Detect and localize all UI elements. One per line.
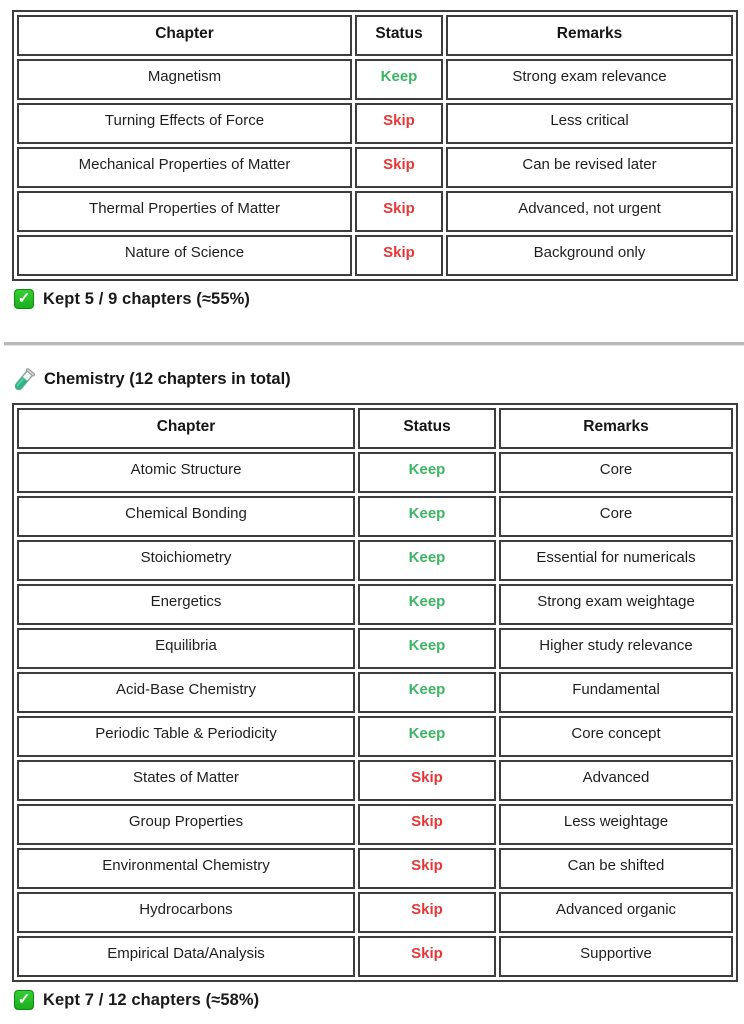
remarks-cell: Can be shifted bbox=[499, 848, 733, 889]
table-row bbox=[17, 147, 733, 188]
chapter-cell: Hydrocarbons bbox=[17, 892, 355, 933]
status-cell: Skip bbox=[355, 147, 443, 188]
check-icon bbox=[14, 289, 34, 309]
chemistry-chapters-table bbox=[12, 403, 738, 982]
column-header-remarks: Remarks bbox=[446, 15, 733, 56]
chapter-cell: Turning Effects of Force bbox=[17, 103, 352, 144]
remarks-cell: Essential for numericals bbox=[499, 540, 733, 581]
status-cell: Skip bbox=[358, 848, 496, 889]
status-cell: Skip bbox=[358, 936, 496, 977]
chemistry-section-heading bbox=[12, 364, 738, 394]
status-cell: Keep bbox=[358, 584, 496, 625]
physics-chapters-table bbox=[12, 10, 738, 281]
table-row bbox=[17, 540, 733, 581]
table-row bbox=[17, 452, 733, 493]
table-row bbox=[17, 936, 733, 977]
status-cell: Keep bbox=[355, 59, 443, 100]
table-header-row bbox=[17, 15, 733, 56]
remarks-cell: Less weightage bbox=[499, 804, 733, 845]
status-cell: Keep bbox=[358, 672, 496, 713]
table-row bbox=[17, 804, 733, 845]
table-row bbox=[17, 103, 733, 144]
test-tube-icon bbox=[12, 366, 36, 394]
remarks-cell: Advanced, not urgent bbox=[446, 191, 733, 232]
table-row bbox=[17, 760, 733, 801]
table-header-row bbox=[17, 408, 733, 449]
chemistry-kept-summary bbox=[14, 988, 738, 1012]
remarks-cell: Advanced organic bbox=[499, 892, 733, 933]
chapter-cell: Thermal Properties of Matter bbox=[17, 191, 352, 232]
column-header-status: Status bbox=[355, 15, 443, 56]
status-cell: Skip bbox=[355, 235, 443, 276]
chapter-cell: Acid-Base Chemistry bbox=[17, 672, 355, 713]
status-cell: Skip bbox=[355, 191, 443, 232]
status-cell: Skip bbox=[355, 103, 443, 144]
table-row bbox=[17, 496, 733, 537]
column-header-chapter: Chapter bbox=[17, 408, 355, 449]
physics-kept-summary bbox=[14, 287, 738, 311]
chapter-cell: Magnetism bbox=[17, 59, 352, 100]
remarks-cell: Supportive bbox=[499, 936, 733, 977]
chapter-cell: Equilibria bbox=[17, 628, 355, 669]
table-row bbox=[17, 892, 733, 933]
summary-text: Kept 5 / 9 chapters (≈55%) bbox=[43, 289, 250, 308]
section-divider bbox=[4, 342, 744, 346]
remarks-cell: Core bbox=[499, 452, 733, 493]
chapter-cell: Chemical Bonding bbox=[17, 496, 355, 537]
remarks-cell: Core bbox=[499, 496, 733, 537]
table-row bbox=[17, 235, 733, 276]
table-row bbox=[17, 584, 733, 625]
section-title: Chemistry (12 chapters in total) bbox=[44, 369, 291, 388]
table-row bbox=[17, 672, 733, 713]
remarks-cell: Less critical bbox=[446, 103, 733, 144]
status-cell: Keep bbox=[358, 628, 496, 669]
table-row bbox=[17, 716, 733, 757]
status-cell: Skip bbox=[358, 804, 496, 845]
status-cell: Keep bbox=[358, 540, 496, 581]
remarks-cell: Background only bbox=[446, 235, 733, 276]
table-row bbox=[17, 628, 733, 669]
table-row bbox=[17, 59, 733, 100]
chapter-cell: Environmental Chemistry bbox=[17, 848, 355, 889]
chapter-cell: Nature of Science bbox=[17, 235, 352, 276]
remarks-cell: Can be revised later bbox=[446, 147, 733, 188]
check-icon bbox=[14, 990, 34, 1010]
table-row bbox=[17, 848, 733, 889]
status-cell: Skip bbox=[358, 760, 496, 801]
status-cell: Keep bbox=[358, 452, 496, 493]
remarks-cell: Advanced bbox=[499, 760, 733, 801]
chapter-cell: Periodic Table & Periodicity bbox=[17, 716, 355, 757]
chapter-cell: States of Matter bbox=[17, 760, 355, 801]
status-cell: Skip bbox=[358, 892, 496, 933]
chapter-cell: Empirical Data/Analysis bbox=[17, 936, 355, 977]
status-cell: Keep bbox=[358, 716, 496, 757]
column-header-chapter: Chapter bbox=[17, 15, 352, 56]
chapter-cell: Atomic Structure bbox=[17, 452, 355, 493]
chapter-cell: Group Properties bbox=[17, 804, 355, 845]
status-cell: Keep bbox=[358, 496, 496, 537]
column-header-status: Status bbox=[358, 408, 496, 449]
table-row bbox=[17, 191, 733, 232]
remarks-cell: Core concept bbox=[499, 716, 733, 757]
remarks-cell: Strong exam weightage bbox=[499, 584, 733, 625]
chapter-cell: Mechanical Properties of Matter bbox=[17, 147, 352, 188]
remarks-cell: Strong exam relevance bbox=[446, 59, 733, 100]
column-header-remarks: Remarks bbox=[499, 408, 733, 449]
remarks-cell: Fundamental bbox=[499, 672, 733, 713]
summary-text: Kept 7 / 12 chapters (≈58%) bbox=[43, 990, 260, 1009]
chapter-cell: Stoichiometry bbox=[17, 540, 355, 581]
chapter-cell: Energetics bbox=[17, 584, 355, 625]
remarks-cell: Higher study relevance bbox=[499, 628, 733, 669]
